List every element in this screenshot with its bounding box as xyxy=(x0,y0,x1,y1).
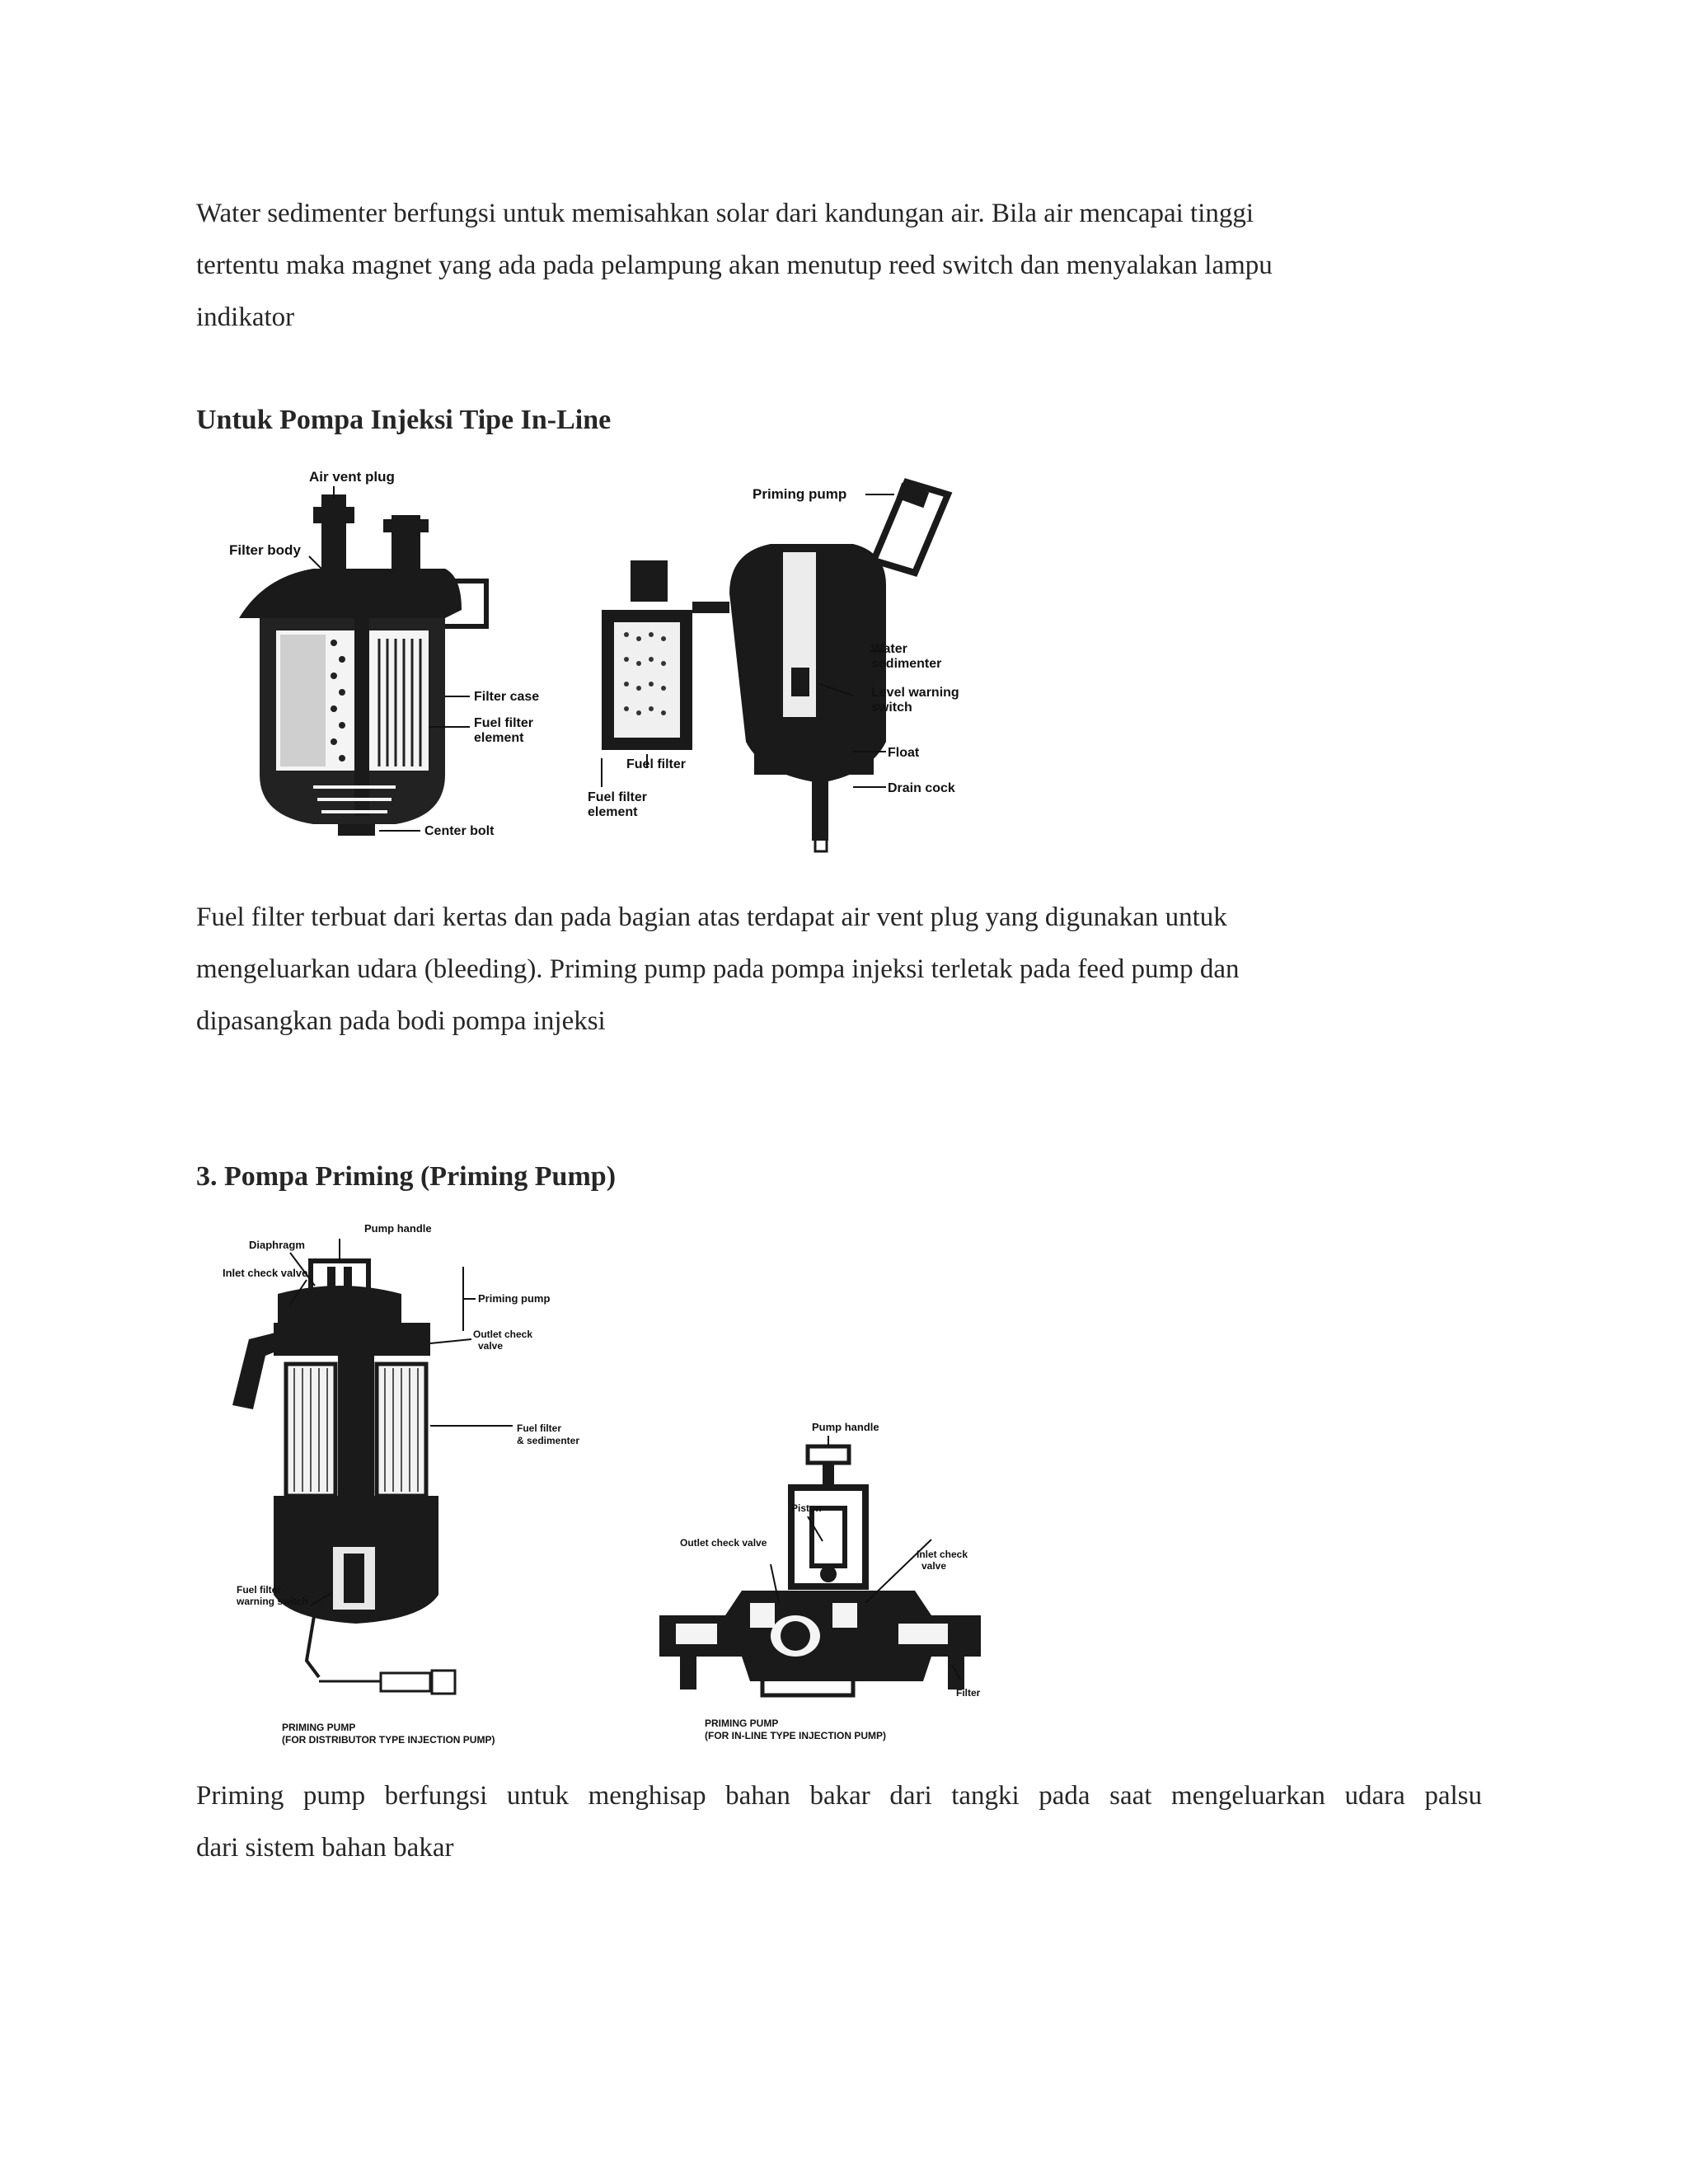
outlet-check-valve-label-right: Outlet check valve xyxy=(680,1537,767,1549)
inline-section-heading: Untuk Pompa Injeksi Tipe In-Line xyxy=(196,405,612,435)
inline-caption: PRIMING PUMP xyxy=(705,1718,779,1729)
inline-line-3: dipasangkan pada bodi pompa injeksi xyxy=(196,1006,606,1036)
priming-pump-label-left: Priming pump xyxy=(478,1292,551,1305)
priming-pump-inline-diagram xyxy=(626,1418,1006,1747)
priming-line-1: Priming pump berfungsi untuk menghisap bahan bakar dari tangki pada saat mengeluarkan udara palsu xyxy=(196,1781,1482,1811)
priming-pump-label: Priming pump xyxy=(753,486,847,502)
float-label: Float xyxy=(888,746,920,760)
fuel-filter-diagram xyxy=(223,462,569,841)
level-warning-switch-label: Level warning xyxy=(871,686,959,700)
warning-switch-label: Fuel filter xyxy=(237,1584,282,1596)
level-warning-switch-label-2: switch xyxy=(871,701,912,715)
priming-pump-distributor-diagram xyxy=(216,1216,612,1755)
inlet-check-valve-label-right: Inlet check xyxy=(917,1549,968,1560)
drain-cock-label: Drain cock xyxy=(888,781,955,795)
inlet-check-valve-label: Inlet check valve xyxy=(223,1267,308,1279)
center-bolt-label: Center bolt xyxy=(424,824,495,838)
inline-line-1: Fuel filter terbuat dari kertas dan pada bagian atas terdapat air vent plug yang digunakan untuk xyxy=(196,902,1227,932)
water-sedimenter-label: Water xyxy=(871,642,907,656)
priming-paragraph xyxy=(196,1770,1482,1874)
warning-switch-label-2: warning switch xyxy=(237,1596,308,1607)
inlet-check-valve-label-right-2: valve xyxy=(921,1560,947,1572)
fuel-filter-sedimenter-label-2: & sedimenter xyxy=(517,1435,580,1446)
filter-label: Filter xyxy=(956,1687,981,1699)
outlet-check-valve-label: Outlet check xyxy=(473,1329,533,1340)
water-sedimenter-label-2: sedimenter xyxy=(871,657,942,671)
distributor-caption: PRIMING PUMP xyxy=(282,1722,356,1733)
outlet-check-valve-label-2: valve xyxy=(478,1340,504,1352)
piston-label: Piston xyxy=(791,1502,822,1514)
pump-handle-label: Pump handle xyxy=(364,1222,432,1235)
fuel-filter-element-label-2: element xyxy=(474,731,524,745)
inline-paragraph xyxy=(196,892,1482,1047)
intro-line-1: Water sedimenter berfungsi untuk memisahkan solar dari kandungan air. Bila air mencapai tinggi xyxy=(196,199,1254,228)
diaphragm-label: Diaphragm xyxy=(249,1239,305,1251)
filter-case-label: Filter case xyxy=(474,690,540,704)
fuel-filter-label: Fuel filter xyxy=(626,757,687,771)
priming-line-2: dari sistem bahan bakar xyxy=(196,1833,454,1863)
priming-section-heading: 3. Pompa Priming (Priming Pump) xyxy=(196,1161,617,1192)
fuel-filter-sedimenter-label: Fuel filter xyxy=(517,1422,562,1434)
intro-paragraph xyxy=(196,188,1482,344)
inline-caption-2: (FOR IN-LINE TYPE INJECTION PUMP) xyxy=(705,1730,887,1741)
pump-handle-label-right: Pump handle xyxy=(812,1421,879,1433)
intro-line-3: indikator xyxy=(196,302,295,332)
intro-line-2: tertentu maka magnet yang ada pada pelampung akan menutup reed switch dan menyalakan lampu xyxy=(196,251,1273,280)
inline-line-2: mengeluarkan udara (bleeding). Priming pump pada pompa injeksi terletak pada feed pump dan xyxy=(196,954,1240,984)
fuel-filter-element-label-right-2: element xyxy=(588,805,638,819)
filter-body-label: Filter body xyxy=(229,542,301,558)
air-vent-plug-label: Air vent plug xyxy=(309,469,395,485)
distributor-caption-2: (FOR DISTRIBUTOR TYPE INJECTION PUMP) xyxy=(282,1734,495,1746)
water-sedimenter-diagram xyxy=(581,462,1010,874)
fuel-filter-element-label: Fuel filter xyxy=(474,716,534,730)
fuel-filter-element-label-right: Fuel filter xyxy=(588,790,648,804)
